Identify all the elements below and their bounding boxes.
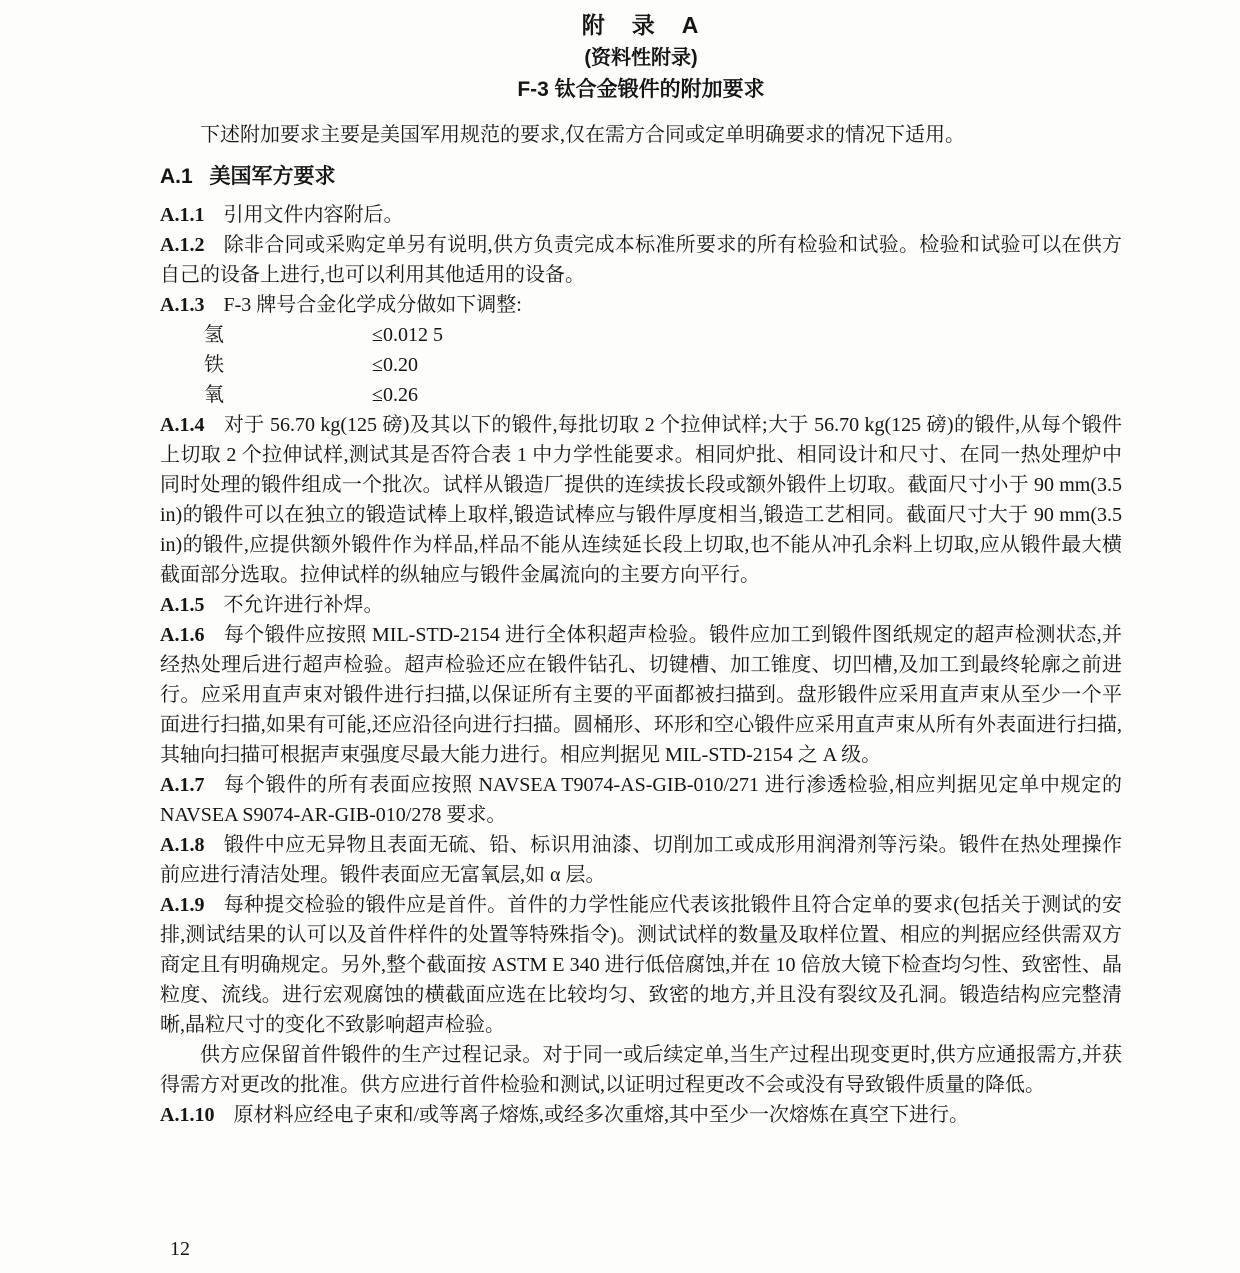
clause-a1-1 <box>160 200 1122 230</box>
clause-text: 引用文件内容附后。 <box>223 204 404 226</box>
section-title: 美国军方要求 <box>209 165 336 188</box>
clause-text: 原材料应经电子束和/或等离子熔炼,或经多次重熔,其中至少一次熔炼在真空下进行。 <box>233 1104 970 1126</box>
clause-a1-2 <box>160 230 1122 290</box>
composition-row-iron <box>160 350 1122 380</box>
appendix-subject: F-3 钛合金锻件的附加要求 <box>517 78 765 101</box>
element-limit: ≤0.012 5 <box>372 324 443 346</box>
clause-text: 除非合同或采购定单另有说明,供方负责完成本标准所要求的所有检验和试验。检验和试验可以在供方自己的设备上进行,也可以利用其他适用的设备。 <box>160 234 1122 286</box>
intro-paragraph: 下述附加要求主要是美国军用规范的要求,仅在需方合同或定单明确要求的情况下适用。 <box>200 124 965 146</box>
page-number: 12 <box>170 1238 190 1260</box>
supplier-record-paragraph: 供方应保留首件锻件的生产过程记录。对于同一或后续定单,当生产过程出现变更时,供方应通报需方,并获得需方对更改的批准。供方应进行首件检验和测试,以证明过程更改不会或没有导致锻件质量的降低。 <box>160 1044 1122 1096</box>
clause-a1-9 <box>160 890 1122 1040</box>
clause-number: A.1.3 <box>160 294 205 316</box>
clause-a1-7 <box>160 770 1122 830</box>
document-content <box>160 8 1122 1130</box>
clause-text: 对于 56.70 kg(125 磅)及其以下的锻件,每批切取 2 个拉伸试样;大于 56.70 kg(125 磅)的锻件,从每个锻件上切取 2 个拉伸试样,测试其是否符合表 1 中力学性能要求。相同炉批、相同设计和尺寸、在同一热处理炉中同时处理的锻件组成一个批次。试样从锻造厂提供的连续拔长段或额外锻件上切取。截面尺寸小于 90 mm(3.5 in)的锻件可以在独立的锻造试棒上取样,锻造试棒应与锻件厚度相当,锻造工艺相同。截面尺寸大于 90 mm(3.5 in)的锻件,应提供额外锻件作为样品,样品不能从连续延长段上切取,也不能从冲孔余料上切取,应从锻件最大横截面部分选取。拉伸试样的纵轴应与锻件金属流向的主要方向平行。 <box>160 414 1122 586</box>
appendix-type-label: (资料性附录) <box>584 47 698 69</box>
clause-number: A.1.6 <box>160 624 205 646</box>
clause-number: A.1.8 <box>160 834 205 856</box>
clause-a1-5 <box>160 590 1122 620</box>
clause-number: A.1.10 <box>160 1104 215 1126</box>
clause-number: A.1.1 <box>160 204 205 226</box>
clause-text: 每种提交检验的锻件应是首件。首件的力学性能应代表该批锻件且符合定单的要求(包括关于测试的安排,测试结果的认可以及首件样件的处置等特殊指令)。测试试样的数量及取样位置、相应的判据应经供需双方商定且有明确规定。另外,整个截面按 ASTM E 340 进行低倍腐蚀,并在 10 倍放大镜下检查均匀性、致密性、晶粒度、流线。进行宏观腐蚀的横截面应选在比较均匀、致密的地方,并且没有裂纹及孔洞。锻造结构应完整清晰,晶粒尺寸的变化不致影响超声检验。 <box>160 894 1122 1036</box>
element-name: 氧 <box>204 384 224 406</box>
clause-number: A.1.9 <box>160 894 205 916</box>
clause-number: A.1.4 <box>160 414 205 436</box>
clause-text: 每个锻件应按照 MIL-STD-2154 进行全体积超声检验。锻件应加工到锻件图纸规定的超声检测状态,并经热处理后进行超声检验。超声检验还应在锻件钻孔、切键槽、加工锥度、切凹槽,及加工到最终轮廓之前进行。应采用直声束对锻件进行扫描,以保证所有主要的平面都被扫描到。盘形锻件应采用直声束从至少一个平面进行扫描,如果有可能,还应沿径向进行扫描。圆桶形、环形和空心锻件应采用直声束从所有外表面进行扫描,其轴向扫描可根据声束强度尽最大能力进行。相应判据见 MIL-STD-2154 之 A 级。 <box>160 624 1122 766</box>
clause-a1-6 <box>160 620 1122 770</box>
clause-number: A.1.5 <box>160 594 205 616</box>
section-heading-a1 <box>160 162 1122 192</box>
clause-a1-8 <box>160 830 1122 890</box>
clause-number: A.1.7 <box>160 774 205 796</box>
clause-a1-4 <box>160 410 1122 590</box>
composition-row-oxygen <box>160 380 1122 410</box>
composition-list <box>160 320 1122 410</box>
clause-text: F-3 牌号合金化学成分做如下调整: <box>223 294 522 316</box>
appendix-title: 附 录 A <box>581 12 701 38</box>
element-limit: ≤0.26 <box>372 384 418 406</box>
element-name: 铁 <box>204 354 224 376</box>
clause-number: A.1.2 <box>160 234 205 256</box>
clause-a1-3 <box>160 290 1122 320</box>
title-block <box>160 8 1122 106</box>
clause-text: 锻件中应无异物且表面无硫、铅、标识用油漆、切削加工或成形用润滑剂等污染。锻件在热处理操作前应进行清洁处理。锻件表面应无富氧层,如 α 层。 <box>160 834 1122 886</box>
clause-text: 不允许进行补焊。 <box>223 594 384 616</box>
element-name: 氢 <box>204 324 224 346</box>
clause-a1-10 <box>160 1100 1122 1130</box>
element-limit: ≤0.20 <box>372 354 418 376</box>
composition-row-hydrogen <box>160 320 1122 350</box>
section-number: A.1 <box>160 165 193 188</box>
clause-text: 每个锻件的所有表面应按照 NAVSEA T9074-AS-GIB-010/271 进行渗透检验,相应判据见定单中规定的 NAVSEA S9074-AR-GIB-010/278 要求。 <box>160 774 1122 826</box>
